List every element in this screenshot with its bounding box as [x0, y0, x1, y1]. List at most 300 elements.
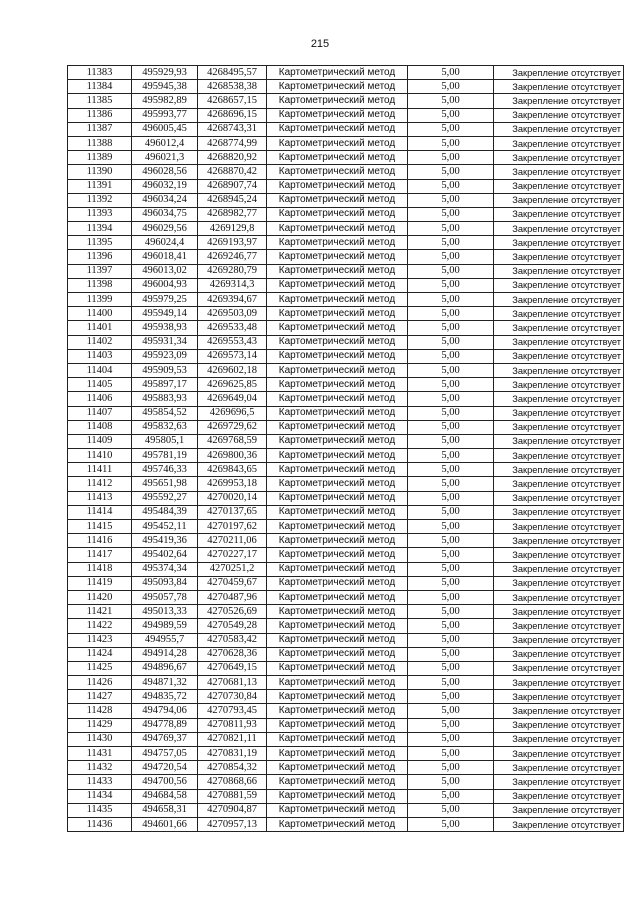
- method-cell: Картометрический метод: [267, 789, 408, 803]
- x-coordinate-cell: 494684,58: [132, 789, 198, 803]
- fixing-cell: Закрепление отсутствует: [494, 193, 624, 207]
- table-row: [68, 732, 624, 746]
- point-number-cell: 11432: [68, 761, 132, 775]
- y-coordinate-cell: 4268982,77: [198, 207, 267, 221]
- point-number-cell: 11435: [68, 803, 132, 817]
- accuracy-cell: 5,00: [408, 761, 494, 775]
- method-cell: Картометрический метод: [267, 293, 408, 307]
- fixing-cell: Закрепление отсутствует: [494, 406, 624, 420]
- method-cell: Картометрический метод: [267, 420, 408, 434]
- point-number-cell: 11425: [68, 661, 132, 675]
- x-coordinate-cell: 495979,25: [132, 293, 198, 307]
- accuracy-cell: 5,00: [408, 505, 494, 519]
- method-cell: Картометрический метод: [267, 775, 408, 789]
- y-coordinate-cell: 4270020,14: [198, 491, 267, 505]
- y-coordinate-cell: 4270868,66: [198, 775, 267, 789]
- method-cell: Картометрический метод: [267, 363, 408, 377]
- x-coordinate-cell: 494769,37: [132, 732, 198, 746]
- y-coordinate-cell: 4270211,06: [198, 534, 267, 548]
- method-cell: Картометрический метод: [267, 761, 408, 775]
- y-coordinate-cell: 4270811,93: [198, 718, 267, 732]
- y-coordinate-cell: 4270881,59: [198, 789, 267, 803]
- table-row: [68, 590, 624, 604]
- table-row: [68, 676, 624, 690]
- x-coordinate-cell: 494700,56: [132, 775, 198, 789]
- point-number-cell: 11387: [68, 122, 132, 136]
- y-coordinate-cell: 4270793,45: [198, 704, 267, 718]
- accuracy-cell: 5,00: [408, 136, 494, 150]
- fixing-cell: Закрепление отсутствует: [494, 179, 624, 193]
- x-coordinate-cell: 495931,34: [132, 335, 198, 349]
- fixing-cell: Закрепление отсутствует: [494, 278, 624, 292]
- table-row: [68, 463, 624, 477]
- method-cell: Картометрический метод: [267, 222, 408, 236]
- accuracy-cell: 5,00: [408, 647, 494, 661]
- method-cell: Картометрический метод: [267, 94, 408, 108]
- table-row: [68, 704, 624, 718]
- point-number-cell: 11418: [68, 562, 132, 576]
- table-row: [68, 548, 624, 562]
- method-cell: Картометрический метод: [267, 392, 408, 406]
- x-coordinate-cell: 495945,38: [132, 80, 198, 94]
- y-coordinate-cell: 4269193,97: [198, 236, 267, 250]
- x-coordinate-cell: 495484,39: [132, 505, 198, 519]
- x-coordinate-cell: 495093,84: [132, 576, 198, 590]
- method-cell: Картометрический метод: [267, 463, 408, 477]
- x-coordinate-cell: 495592,27: [132, 491, 198, 505]
- point-number-cell: 11412: [68, 477, 132, 491]
- point-number-cell: 11406: [68, 392, 132, 406]
- table-row: [68, 406, 624, 420]
- point-number-cell: 11401: [68, 321, 132, 335]
- method-cell: Картометрический метод: [267, 505, 408, 519]
- fixing-cell: Закрепление отсутствует: [494, 576, 624, 590]
- x-coordinate-cell: 495781,19: [132, 449, 198, 463]
- table-row: [68, 647, 624, 661]
- fixing-cell: Закрепление отсутствует: [494, 775, 624, 789]
- point-number-cell: 11414: [68, 505, 132, 519]
- y-coordinate-cell: 4268907,74: [198, 179, 267, 193]
- y-coordinate-cell: 4270487,96: [198, 590, 267, 604]
- accuracy-cell: 5,00: [408, 732, 494, 746]
- table-row: [68, 817, 624, 831]
- y-coordinate-cell: 4268743,31: [198, 122, 267, 136]
- accuracy-cell: 5,00: [408, 335, 494, 349]
- y-coordinate-cell: 4269729,62: [198, 420, 267, 434]
- point-number-cell: 11424: [68, 647, 132, 661]
- point-number-cell: 11411: [68, 463, 132, 477]
- method-cell: Картометрический метод: [267, 307, 408, 321]
- method-cell: Картометрический метод: [267, 349, 408, 363]
- accuracy-cell: 5,00: [408, 548, 494, 562]
- table-row: [68, 136, 624, 150]
- table-row: [68, 94, 624, 108]
- method-cell: Картометрический метод: [267, 661, 408, 675]
- x-coordinate-cell: 496024,4: [132, 236, 198, 250]
- accuracy-cell: 5,00: [408, 222, 494, 236]
- method-cell: Картометрический метод: [267, 619, 408, 633]
- point-number-cell: 11384: [68, 80, 132, 94]
- point-number-cell: 11431: [68, 747, 132, 761]
- point-number-cell: 11419: [68, 576, 132, 590]
- point-number-cell: 11433: [68, 775, 132, 789]
- x-coordinate-cell: 495923,09: [132, 349, 198, 363]
- point-number-cell: 11428: [68, 704, 132, 718]
- y-coordinate-cell: 4268945,24: [198, 193, 267, 207]
- fixing-cell: Закрепление отсутствует: [494, 363, 624, 377]
- fixing-cell: Закрепление отсутствует: [494, 66, 624, 80]
- fixing-cell: Закрепление отсутствует: [494, 222, 624, 236]
- fixing-cell: Закрепление отсутствует: [494, 420, 624, 434]
- point-number-cell: 11415: [68, 520, 132, 534]
- method-cell: Картометрический метод: [267, 108, 408, 122]
- fixing-cell: Закрепление отсутствует: [494, 250, 624, 264]
- y-coordinate-cell: 4268774,99: [198, 136, 267, 150]
- method-cell: Картометрический метод: [267, 676, 408, 690]
- y-coordinate-cell: 4269649,04: [198, 392, 267, 406]
- x-coordinate-cell: 494778,89: [132, 718, 198, 732]
- y-coordinate-cell: 4270821,11: [198, 732, 267, 746]
- method-cell: Картометрический метод: [267, 122, 408, 136]
- table-row: [68, 278, 624, 292]
- y-coordinate-cell: 4268495,57: [198, 66, 267, 80]
- table-row: [68, 179, 624, 193]
- y-coordinate-cell: 4269573,14: [198, 349, 267, 363]
- table-row: [68, 349, 624, 363]
- method-cell: Картометрический метод: [267, 718, 408, 732]
- table-row: [68, 335, 624, 349]
- accuracy-cell: 5,00: [408, 803, 494, 817]
- method-cell: Картометрический метод: [267, 406, 408, 420]
- y-coordinate-cell: 4268657,15: [198, 94, 267, 108]
- table-row: [68, 236, 624, 250]
- x-coordinate-cell: 495057,78: [132, 590, 198, 604]
- x-coordinate-cell: 496034,24: [132, 193, 198, 207]
- fixing-cell: Закрепление отсутствует: [494, 165, 624, 179]
- accuracy-cell: 5,00: [408, 165, 494, 179]
- x-coordinate-cell: 495938,93: [132, 321, 198, 335]
- table-row: [68, 193, 624, 207]
- y-coordinate-cell: 4270227,17: [198, 548, 267, 562]
- point-number-cell: 11403: [68, 349, 132, 363]
- y-coordinate-cell: 4270197,62: [198, 520, 267, 534]
- y-coordinate-cell: 4270649,15: [198, 661, 267, 675]
- table-row: [68, 378, 624, 392]
- accuracy-cell: 5,00: [408, 704, 494, 718]
- fixing-cell: Закрепление отсутствует: [494, 151, 624, 165]
- accuracy-cell: 5,00: [408, 576, 494, 590]
- coordinates-table: [67, 65, 624, 832]
- table-row: [68, 321, 624, 335]
- y-coordinate-cell: 4268820,92: [198, 151, 267, 165]
- method-cell: Картометрический метод: [267, 732, 408, 746]
- accuracy-cell: 5,00: [408, 363, 494, 377]
- accuracy-cell: 5,00: [408, 520, 494, 534]
- fixing-cell: Закрепление отсутствует: [494, 94, 624, 108]
- table-row: [68, 633, 624, 647]
- y-coordinate-cell: 4270681,13: [198, 676, 267, 690]
- point-number-cell: 11404: [68, 363, 132, 377]
- point-number-cell: 11410: [68, 449, 132, 463]
- fixing-cell: Закрепление отсутствует: [494, 803, 624, 817]
- accuracy-cell: 5,00: [408, 491, 494, 505]
- y-coordinate-cell: 4269280,79: [198, 264, 267, 278]
- point-number-cell: 11398: [68, 278, 132, 292]
- fixing-cell: Закрепление отсутствует: [494, 718, 624, 732]
- point-number-cell: 11430: [68, 732, 132, 746]
- fixing-cell: Закрепление отсутствует: [494, 108, 624, 122]
- fixing-cell: Закрепление отсутствует: [494, 605, 624, 619]
- coordinates-table-body: [68, 66, 624, 832]
- accuracy-cell: 5,00: [408, 619, 494, 633]
- y-coordinate-cell: 4270583,42: [198, 633, 267, 647]
- x-coordinate-cell: 495949,14: [132, 307, 198, 321]
- table-row: [68, 66, 624, 80]
- accuracy-cell: 5,00: [408, 789, 494, 803]
- fixing-cell: Закрепление отсутствует: [494, 704, 624, 718]
- point-number-cell: 11423: [68, 633, 132, 647]
- table-row: [68, 690, 624, 704]
- accuracy-cell: 5,00: [408, 207, 494, 221]
- y-coordinate-cell: 4269129,8: [198, 222, 267, 236]
- y-coordinate-cell: 4269768,59: [198, 434, 267, 448]
- method-cell: Картометрический метод: [267, 647, 408, 661]
- accuracy-cell: 5,00: [408, 321, 494, 335]
- fixing-cell: Закрепление отсутствует: [494, 80, 624, 94]
- y-coordinate-cell: 4270459,67: [198, 576, 267, 590]
- x-coordinate-cell: 495929,93: [132, 66, 198, 80]
- x-coordinate-cell: 496028,56: [132, 165, 198, 179]
- fixing-cell: Закрепление отсутствует: [494, 491, 624, 505]
- point-number-cell: 11416: [68, 534, 132, 548]
- point-number-cell: 11396: [68, 250, 132, 264]
- accuracy-cell: 5,00: [408, 122, 494, 136]
- fixing-cell: Закрепление отсутствует: [494, 590, 624, 604]
- method-cell: Картометрический метод: [267, 136, 408, 150]
- accuracy-cell: 5,00: [408, 449, 494, 463]
- fixing-cell: Закрепление отсутствует: [494, 136, 624, 150]
- table-row: [68, 250, 624, 264]
- y-coordinate-cell: 4269533,48: [198, 321, 267, 335]
- x-coordinate-cell: 496012,4: [132, 136, 198, 150]
- fixing-cell: Закрепление отсутствует: [494, 690, 624, 704]
- accuracy-cell: 5,00: [408, 307, 494, 321]
- x-coordinate-cell: 495909,53: [132, 363, 198, 377]
- accuracy-cell: 5,00: [408, 817, 494, 831]
- table-row: [68, 562, 624, 576]
- method-cell: Картометрический метод: [267, 264, 408, 278]
- y-coordinate-cell: 4270628,36: [198, 647, 267, 661]
- y-coordinate-cell: 4269800,36: [198, 449, 267, 463]
- point-number-cell: 11420: [68, 590, 132, 604]
- method-cell: Картометрический метод: [267, 605, 408, 619]
- x-coordinate-cell: 495419,36: [132, 534, 198, 548]
- method-cell: Картометрический метод: [267, 633, 408, 647]
- point-number-cell: 11434: [68, 789, 132, 803]
- x-coordinate-cell: 495805,1: [132, 434, 198, 448]
- accuracy-cell: 5,00: [408, 80, 494, 94]
- accuracy-cell: 5,00: [408, 718, 494, 732]
- fixing-cell: Закрепление отсутствует: [494, 562, 624, 576]
- accuracy-cell: 5,00: [408, 378, 494, 392]
- method-cell: Картометрический метод: [267, 434, 408, 448]
- x-coordinate-cell: 494896,67: [132, 661, 198, 675]
- table-row: [68, 392, 624, 406]
- y-coordinate-cell: 4269503,09: [198, 307, 267, 321]
- x-coordinate-cell: 494955,7: [132, 633, 198, 647]
- accuracy-cell: 5,00: [408, 690, 494, 704]
- x-coordinate-cell: 495993,77: [132, 108, 198, 122]
- table-row: [68, 803, 624, 817]
- table-row: [68, 122, 624, 136]
- method-cell: Картометрический метод: [267, 704, 408, 718]
- x-coordinate-cell: 495013,33: [132, 605, 198, 619]
- fixing-cell: Закрепление отсутствует: [494, 349, 624, 363]
- accuracy-cell: 5,00: [408, 477, 494, 491]
- accuracy-cell: 5,00: [408, 676, 494, 690]
- fixing-cell: Закрепление отсутствует: [494, 789, 624, 803]
- accuracy-cell: 5,00: [408, 406, 494, 420]
- fixing-cell: Закрепление отсутствует: [494, 505, 624, 519]
- point-number-cell: 11422: [68, 619, 132, 633]
- x-coordinate-cell: 496021,3: [132, 151, 198, 165]
- fixing-cell: Закрепление отсутствует: [494, 548, 624, 562]
- method-cell: Картометрический метод: [267, 520, 408, 534]
- point-number-cell: 11392: [68, 193, 132, 207]
- method-cell: Картометрический метод: [267, 278, 408, 292]
- table-row: [68, 477, 624, 491]
- fixing-cell: Закрепление отсутствует: [494, 761, 624, 775]
- method-cell: Картометрический метод: [267, 165, 408, 179]
- accuracy-cell: 5,00: [408, 590, 494, 604]
- method-cell: Картометрический метод: [267, 803, 408, 817]
- x-coordinate-cell: 495883,93: [132, 392, 198, 406]
- y-coordinate-cell: 4270137,65: [198, 505, 267, 519]
- accuracy-cell: 5,00: [408, 108, 494, 122]
- y-coordinate-cell: 4268870,42: [198, 165, 267, 179]
- method-cell: Картометрический метод: [267, 151, 408, 165]
- method-cell: Картометрический метод: [267, 477, 408, 491]
- method-cell: Картометрический метод: [267, 491, 408, 505]
- fixing-cell: Закрепление отсутствует: [494, 463, 624, 477]
- x-coordinate-cell: 494757,05: [132, 747, 198, 761]
- x-coordinate-cell: 494989,59: [132, 619, 198, 633]
- fixing-cell: Закрепление отсутствует: [494, 747, 624, 761]
- accuracy-cell: 5,00: [408, 661, 494, 675]
- table-row: [68, 761, 624, 775]
- accuracy-cell: 5,00: [408, 179, 494, 193]
- x-coordinate-cell: 496029,56: [132, 222, 198, 236]
- accuracy-cell: 5,00: [408, 293, 494, 307]
- point-number-cell: 11383: [68, 66, 132, 80]
- x-coordinate-cell: 496032,19: [132, 179, 198, 193]
- point-number-cell: 11388: [68, 136, 132, 150]
- y-coordinate-cell: 4269953,18: [198, 477, 267, 491]
- accuracy-cell: 5,00: [408, 463, 494, 477]
- accuracy-cell: 5,00: [408, 264, 494, 278]
- accuracy-cell: 5,00: [408, 434, 494, 448]
- fixing-cell: Закрепление отсутствует: [494, 264, 624, 278]
- point-number-cell: 11421: [68, 605, 132, 619]
- y-coordinate-cell: 4269602,18: [198, 363, 267, 377]
- fixing-cell: Закрепление отсутствует: [494, 335, 624, 349]
- point-number-cell: 11429: [68, 718, 132, 732]
- table-row: [68, 222, 624, 236]
- fixing-cell: Закрепление отсутствует: [494, 817, 624, 831]
- accuracy-cell: 5,00: [408, 392, 494, 406]
- accuracy-cell: 5,00: [408, 151, 494, 165]
- x-coordinate-cell: 495832,63: [132, 420, 198, 434]
- x-coordinate-cell: 496034,75: [132, 207, 198, 221]
- y-coordinate-cell: 4269843,65: [198, 463, 267, 477]
- table-row: [68, 619, 624, 633]
- y-coordinate-cell: 4268538,38: [198, 80, 267, 94]
- point-number-cell: 11408: [68, 420, 132, 434]
- accuracy-cell: 5,00: [408, 633, 494, 647]
- method-cell: Картометрический метод: [267, 335, 408, 349]
- x-coordinate-cell: 495374,34: [132, 562, 198, 576]
- accuracy-cell: 5,00: [408, 278, 494, 292]
- fixing-cell: Закрепление отсутствует: [494, 477, 624, 491]
- fixing-cell: Закрепление отсутствует: [494, 449, 624, 463]
- fixing-cell: Закрепление отсутствует: [494, 236, 624, 250]
- method-cell: Картометрический метод: [267, 236, 408, 250]
- x-coordinate-cell: 496005,45: [132, 122, 198, 136]
- y-coordinate-cell: 4270957,13: [198, 817, 267, 831]
- accuracy-cell: 5,00: [408, 562, 494, 576]
- point-number-cell: 11399: [68, 293, 132, 307]
- table-row: [68, 789, 624, 803]
- table-row: [68, 605, 624, 619]
- fixing-cell: Закрепление отсутствует: [494, 633, 624, 647]
- point-number-cell: 11394: [68, 222, 132, 236]
- table-row: [68, 576, 624, 590]
- fixing-cell: Закрепление отсутствует: [494, 534, 624, 548]
- fixing-cell: Закрепление отсутствует: [494, 122, 624, 136]
- table-row: [68, 80, 624, 94]
- accuracy-cell: 5,00: [408, 349, 494, 363]
- point-number-cell: 11436: [68, 817, 132, 831]
- fixing-cell: Закрепление отсутствует: [494, 676, 624, 690]
- fixing-cell: Закрепление отсутствует: [494, 378, 624, 392]
- method-cell: Картометрический метод: [267, 321, 408, 335]
- x-coordinate-cell: 494835,72: [132, 690, 198, 704]
- table-row: [68, 449, 624, 463]
- accuracy-cell: 5,00: [408, 420, 494, 434]
- method-cell: Картометрический метод: [267, 562, 408, 576]
- accuracy-cell: 5,00: [408, 605, 494, 619]
- fixing-cell: Закрепление отсутствует: [494, 732, 624, 746]
- point-number-cell: 11426: [68, 676, 132, 690]
- fixing-cell: Закрепление отсутствует: [494, 293, 624, 307]
- fixing-cell: Закрепление отсутствует: [494, 307, 624, 321]
- y-coordinate-cell: 4270904,87: [198, 803, 267, 817]
- page-number: 215: [310, 38, 330, 50]
- point-number-cell: 11409: [68, 434, 132, 448]
- table-row: [68, 434, 624, 448]
- fixing-cell: Закрепление отсутствует: [494, 321, 624, 335]
- y-coordinate-cell: 4269625,85: [198, 378, 267, 392]
- x-coordinate-cell: 495982,89: [132, 94, 198, 108]
- table-row: [68, 775, 624, 789]
- method-cell: Картометрический метод: [267, 534, 408, 548]
- table-row: [68, 293, 624, 307]
- x-coordinate-cell: 496018,41: [132, 250, 198, 264]
- fixing-cell: Закрепление отсутствует: [494, 661, 624, 675]
- point-number-cell: 11427: [68, 690, 132, 704]
- table-row: [68, 718, 624, 732]
- y-coordinate-cell: 4269394,67: [198, 293, 267, 307]
